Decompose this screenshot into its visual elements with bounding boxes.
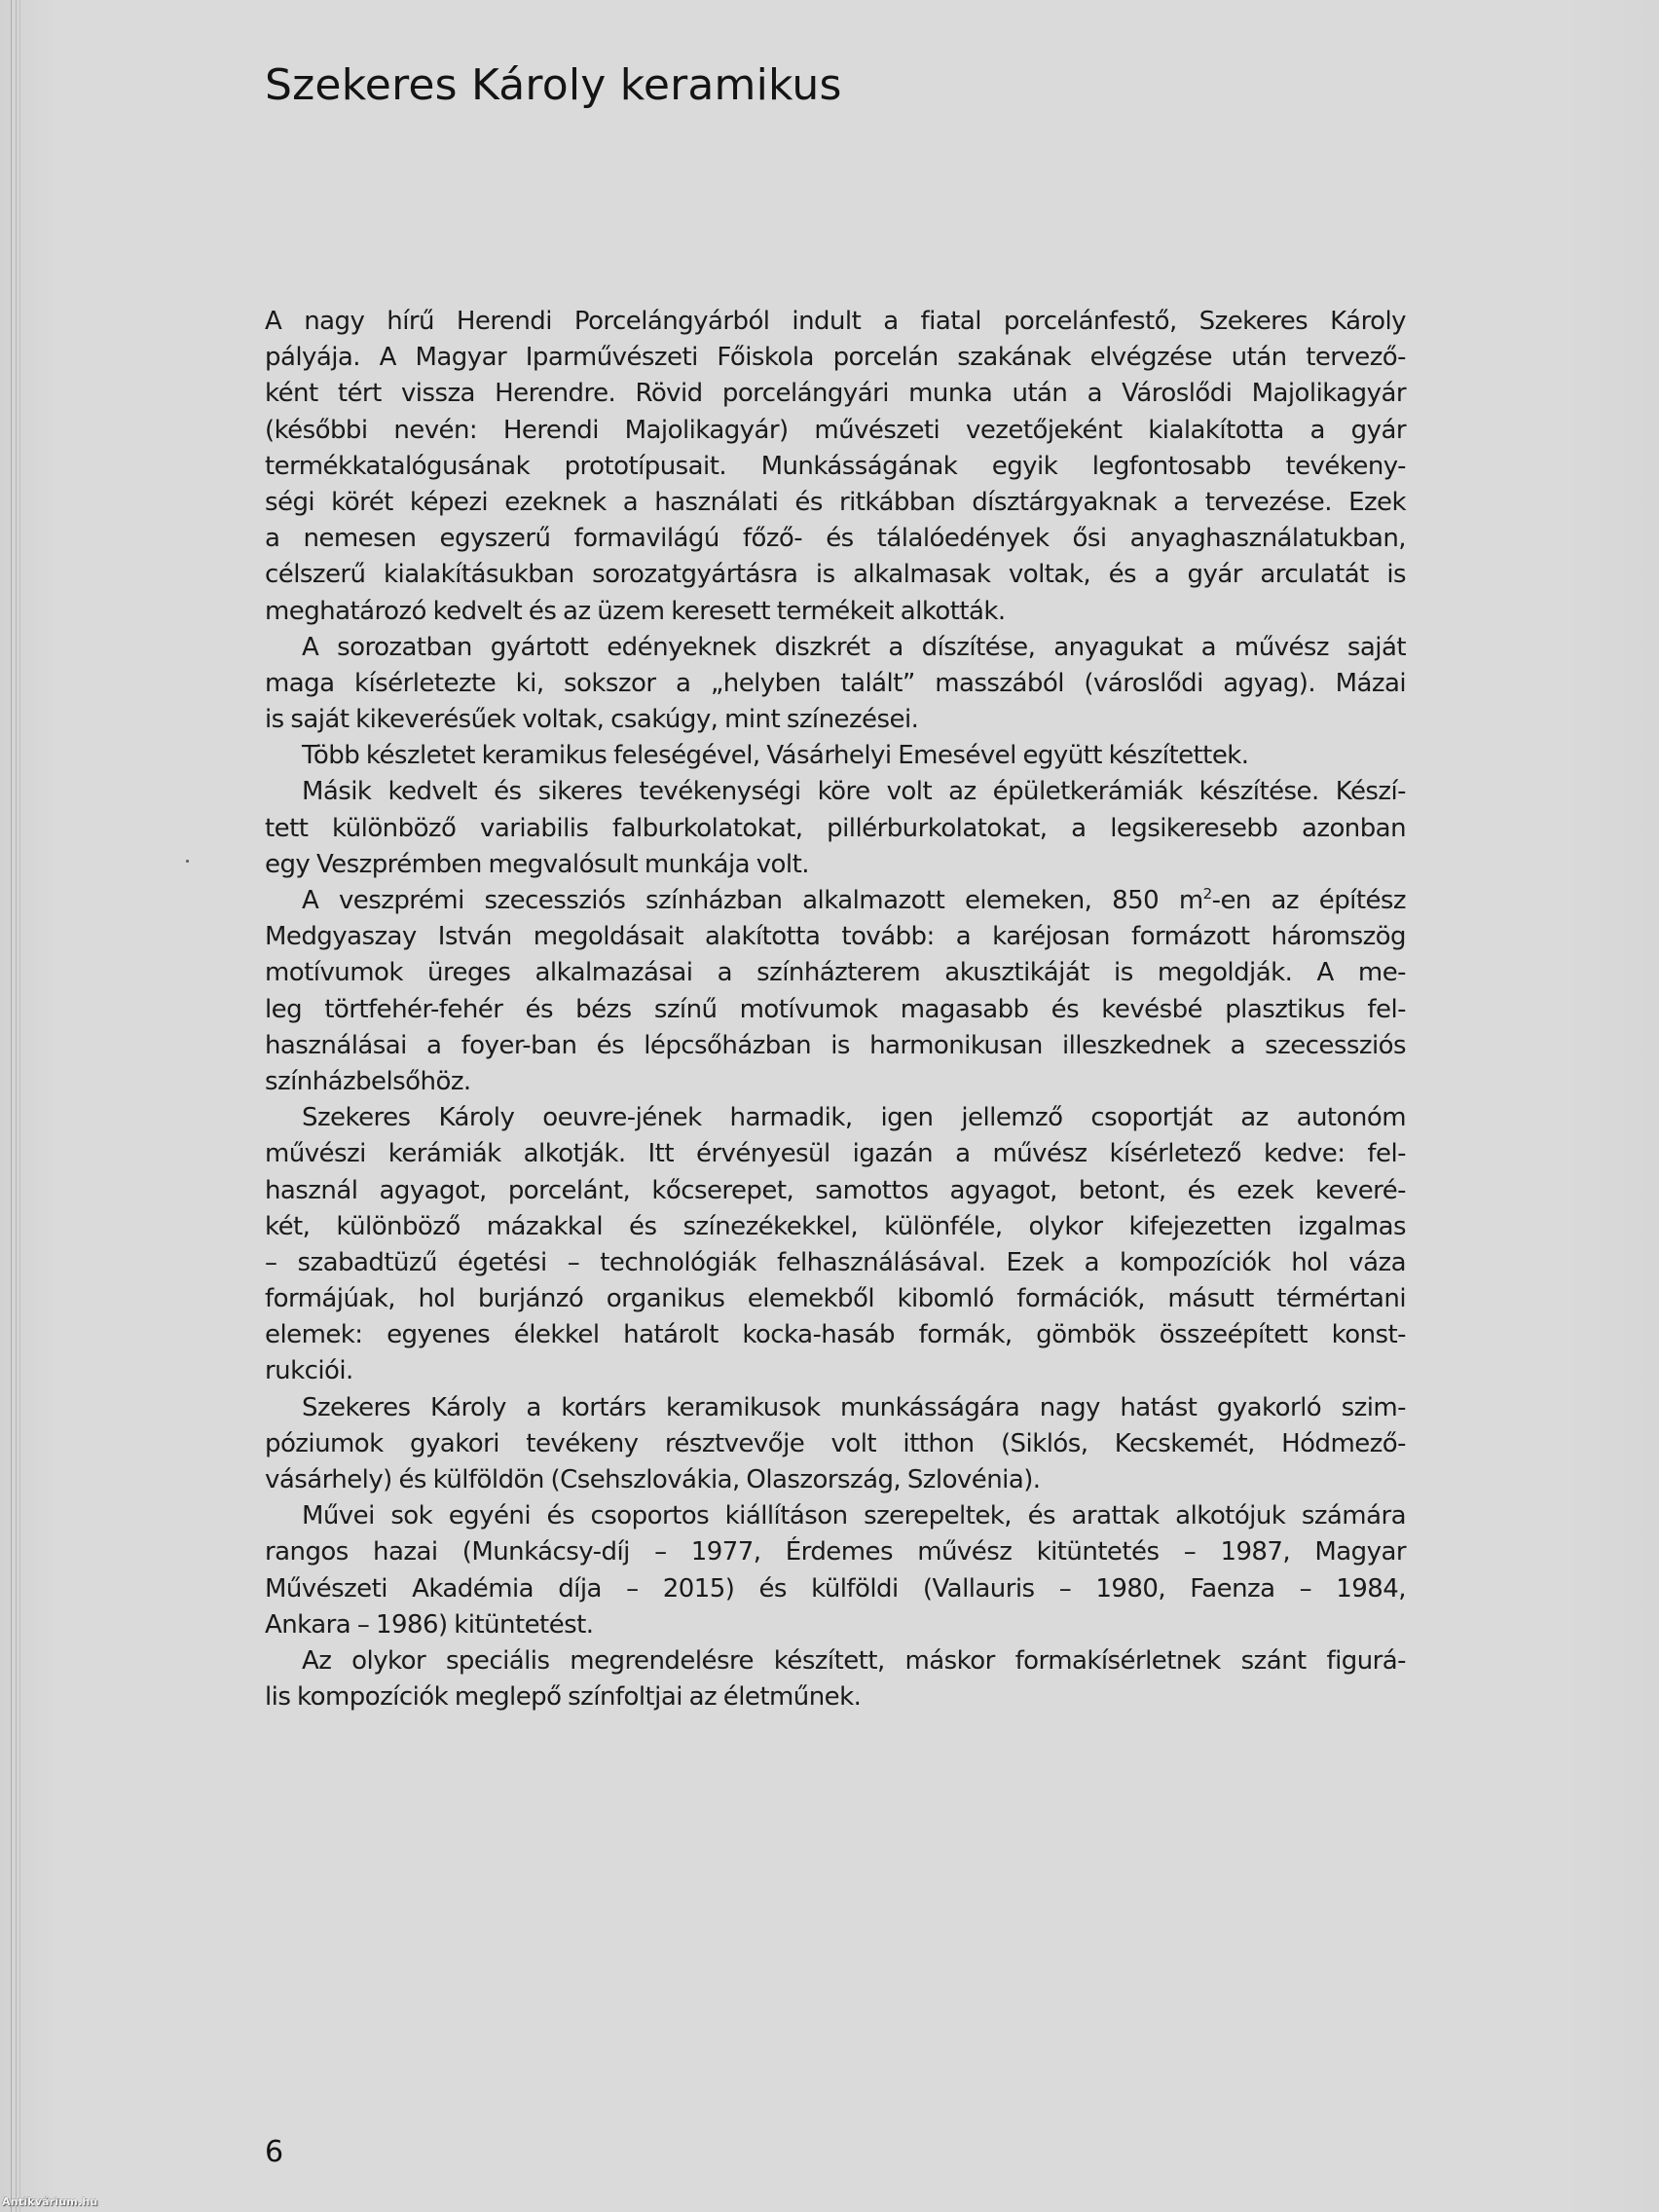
- text-line: Másik kedvelt és sikeres tevékenységi köre volt az épületkerámiák készítése. Készí-: [302, 777, 1406, 807]
- text-line: meghatározó kedvelt és az üzem keresett termékeit alkották.: [265, 596, 1006, 626]
- text-line: A sorozatban gyártott edényeknek diszkrét a díszítése, anyagukat a művész saját: [302, 632, 1406, 662]
- text-line: ként tért vissza Herendre. Rövid porcelángyári munka után a Városlődi Majolikagyár: [265, 379, 1406, 409]
- text-line: használ agyagot, porcelánt, kőcserepet, samottos agyagot, betont, és ezek keveré-: [265, 1175, 1406, 1205]
- page-spine-line: [11, 0, 12, 2212]
- print-speck: [186, 860, 189, 863]
- paragraph: [265, 1100, 1406, 1390]
- text-line: [265, 883, 1406, 919]
- text-line: vásárhely) és külföldön (Csehszlovákia, Olaszország, Szlovénia).: [265, 1465, 1041, 1494]
- text-line: Medgyaszay István megoldásait alakította tovább: a karéjosan formázott háromszög: [265, 922, 1406, 952]
- paragraph: [265, 1643, 1406, 1715]
- text-line: termékkatalógusának prototípusait. Munkásságának egyik legfontosabb tevékeny-: [265, 451, 1406, 481]
- text-line: motívumok üreges alkalmazásai a színházterem akusztikáját is megoldják. A me-: [265, 958, 1406, 988]
- text-line: ségi körét képezi ezeknek a használati és ritkábban dísztárgyaknak a tervezése. Ezek: [265, 487, 1406, 517]
- text-line: színházbelsőhöz.: [265, 1066, 471, 1096]
- text-line: Az olykor speciális megrendelésre készített, máskor formakísérletnek szánt figurá-: [302, 1645, 1406, 1676]
- paragraph: [265, 1390, 1406, 1499]
- text-line: Művészeti Akadémia díja – 2015) és külföldi (Vallauris – 1980, Faenza – 1984,: [265, 1573, 1406, 1604]
- text-line: (későbbi nevén: Herendi Majolikagyár) művészeti vezetőjeként kialakította a gyár: [265, 415, 1406, 445]
- text-line: a nemesen egyszerű formavilágú főző- és tálalóedények ősi anyaghasználatukban,: [265, 524, 1406, 554]
- text-line: Szekeres Károly a kortárs keramikusok munkásságára nagy hatást gyakorló szim-: [302, 1392, 1406, 1422]
- paragraph: [265, 883, 1406, 1100]
- article-body: [265, 304, 1406, 1715]
- text-line: A nagy hírű Herendi Porcelángyárból indult a fiatal porcelánfestő, Szekeres Károly: [265, 307, 1406, 336]
- text-line: Művei sok egyéni és csoportos kiállításon szerepeltek, és arattak alkotójuk számára: [302, 1501, 1406, 1531]
- text-line: elemek: egyenes élekkel határolt kocka-hasáb formák, gömbök összeépített konst-: [265, 1320, 1406, 1350]
- paragraph: [265, 774, 1406, 883]
- text-fragment: -en az építész: [1211, 886, 1407, 915]
- superscript: 2: [1202, 885, 1212, 903]
- text-line: Szekeres Károly oeuvre-jének harmadik, igen jellemző csoportját az autonóm: [302, 1103, 1406, 1133]
- page-spine-line: [16, 0, 17, 2212]
- paragraph: [265, 1498, 1406, 1643]
- text-line: pályája. A Magyar Iparművészeti Főiskola porcelán szakának elvégzése után tervező-: [265, 343, 1406, 373]
- text-line: maga kísérletezte ki, sokszor a „helyben talált” masszából (városlődi agyag). Mázai: [265, 668, 1406, 698]
- text-line: egy Veszprémben megvalósult munkája volt.: [265, 849, 809, 879]
- text-line: célszerű kialakításukban sorozatgyártásra is alkalmasak voltak, és a gyár arculatát is: [265, 560, 1406, 590]
- text-line: is saját kikeverésűek voltak, csakúgy, mint színezései.: [265, 705, 919, 735]
- page-number: 6: [265, 2135, 284, 2169]
- paragraph: [265, 738, 1406, 774]
- text-line: rukciói.: [265, 1356, 353, 1386]
- paragraph: [265, 630, 1406, 739]
- page-title: Szekeres Károly keramikus: [265, 60, 842, 110]
- watermark-logo: Antikvárium.hu: [2, 2195, 98, 2208]
- text-line: használásai a foyer-ban és lépcsőházban is harmonikusan illeszkednek a szecessziós: [265, 1030, 1406, 1060]
- paragraph: [265, 304, 1406, 630]
- text-line: rangos hazai (Munkácsy-díj – 1977, Érdemes művész kitüntetés – 1987, Magyar: [265, 1537, 1406, 1567]
- text-line: tett különböző variabilis falburkolatokat, pillérburkolatokat, a legsikeresebb azonban: [265, 813, 1406, 843]
- text-fragment: A veszprémi szecessziós színházban alkalmazott elemeken, 850 m: [302, 886, 1203, 915]
- text-line: művészi kerámiák alkotják. Itt érvényesül igazán a művész kísérletező kedve: fel-: [265, 1139, 1406, 1169]
- text-line: lis kompozíciók meglepő színfoltjai az életműnek.: [265, 1682, 862, 1713]
- page-spine-line: [19, 0, 20, 2212]
- text-line: leg törtfehér-fehér és bézs színű motívumok magasabb és kevésbé plasztikus fel-: [265, 994, 1406, 1024]
- text-line: Ankara – 1986) kitüntetést.: [265, 1609, 594, 1640]
- text-line: Több készletet keramikus feleségével, Vásárhelyi Emesével együtt készítettek.: [302, 741, 1249, 771]
- text-line: póziumok gyakori tevékeny résztvevője volt itthon (Siklós, Kecskemét, Hódmező-: [265, 1428, 1406, 1458]
- text-line: formájúak, hol burjánzó organikus elemekből kibomló formációk, másutt térmértani: [265, 1284, 1406, 1314]
- text-line: két, különböző mázakkal és színezékekkel, különféle, olykor kifejezetten izgalmas: [265, 1211, 1406, 1241]
- text-line: – szabadtüzű égetési – technológiák felhasználásával. Ezek a kompozíciók hol váza: [265, 1247, 1406, 1277]
